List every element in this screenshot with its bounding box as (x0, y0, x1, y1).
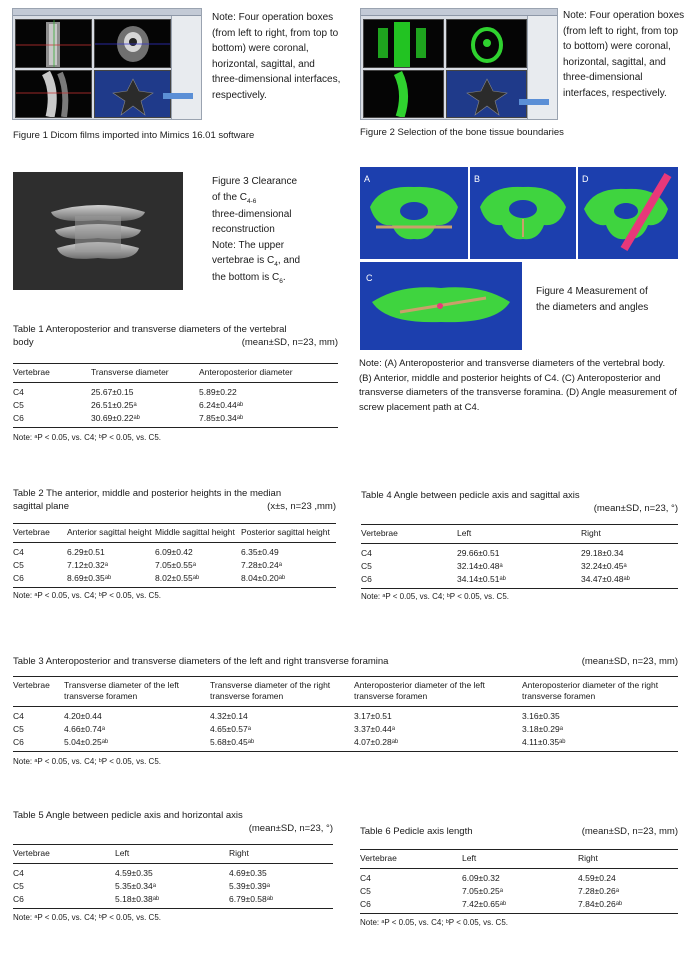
table1 (13, 324, 338, 443)
table-row: C6 7.42±0.65ᵃᵇ 7.84±0.26ᵃᵇ (360, 899, 623, 910)
figure1-sagittal-view (15, 70, 92, 118)
table1-header: Anteroposterior diameter (199, 366, 293, 377)
figure2-coronal-view (363, 19, 444, 68)
figure1-caption: Figure 1 Dicom films imported into Mimics 16.01 software (13, 130, 255, 141)
table5-header: Left (115, 847, 130, 858)
table1-title-line2: body (13, 336, 34, 348)
table6-title: Table 6 Pedicle axis length (360, 826, 473, 837)
table-row: C4 4.20±0.44 4.32±0.14 3.17±0.51 3.16±0.35 (13, 711, 560, 722)
figure3-note-line1: Note: The upper (212, 239, 285, 251)
table-row: C5 32.14±0.48ᵃ 32.24±0.45ᵃ (361, 560, 627, 571)
table2-note: Note: ᵃP < 0.05, vs. C4; ᵇP < 0.05, vs. C5. (13, 591, 161, 600)
table6-header: Right (578, 853, 598, 863)
figure2-horizontal-view (446, 19, 527, 68)
table-row: C6 5.04±0.25ᵃᵇ 5.68±0.45ᵃᵇ 4.07±0.28ᵃᵇ 4.11±0.35ᵃᵇ (13, 737, 566, 748)
table3-header: Transverse diameter of the right transverse foramen (210, 680, 331, 702)
table1-title-line1: Table 1 Anteroposterior and transverse diameters of the vertebral (13, 324, 287, 335)
figure2-sagittal-view (363, 70, 444, 118)
figure3-caption-line3: three-dimensional (212, 208, 292, 220)
table-row: C4 6.29±0.51 6.09±0.42 6.35±0.49 (13, 546, 279, 557)
figure3-caption-line1: Figure 3 Clearance (212, 176, 298, 187)
table4-header: Left (457, 527, 472, 538)
table2-header: Anterior sagittal height (67, 526, 152, 537)
table6-header: Left (462, 853, 477, 863)
figure4-label-a: A (364, 174, 371, 184)
figure4-label-b: B (474, 174, 481, 184)
table3-stat: (mean±SD, n=23, mm) (581, 656, 678, 667)
table2 (13, 488, 336, 601)
figure3-caption (212, 174, 332, 287)
figure3-image (13, 172, 183, 290)
figure2-3d-view (446, 70, 527, 118)
figure3-note-line3: the bottom is $C_6$. (212, 272, 286, 286)
table2-header: Middle sagittal height (155, 526, 235, 537)
table-row: C5 5.35±0.34ᵃ 5.39±0.39ᵃ (13, 880, 270, 891)
table-row: C5 4.66±0.74ᵃ 4.65±0.57ᵃ 3.37±0.44ᵃ 3.18±0.29ᵃ (13, 724, 563, 735)
table-row: C6 8.69±0.35ᵃᵇ 8.02±0.55ᵃᵇ 8.04±0.20ᵃᵇ (13, 572, 286, 583)
table3-note: Note: ᵃP < 0.05, vs. C4; ᵇP < 0.05, vs. C5. (13, 757, 161, 767)
figure1-3d-view (94, 70, 171, 118)
table1-header: Transverse diameter (91, 366, 169, 377)
table5-grid (13, 844, 333, 909)
figure2-caption: Figure 2 Selection of the bone tissue boundaries (360, 127, 564, 138)
table6-grid (360, 849, 678, 914)
figure1-arrow (163, 93, 193, 99)
table2-title-line2: sagittal plane (13, 500, 69, 512)
table4-header: Vertebrae (361, 527, 398, 538)
figure1-side-panel (171, 16, 201, 119)
figure1-image (12, 8, 202, 120)
table6-stat: (mean±SD, n=23, mm) (581, 826, 678, 837)
figure4-panel-d (578, 167, 678, 259)
table2-title-line1: Table 2 The anterior, middle and posterior heights in the median (13, 488, 282, 499)
table3-title: Table 3 Anteroposterior and transverse diameters of the left and right transverse foramina (13, 656, 389, 667)
table2-header: Posterior sagittal height (241, 526, 330, 537)
table-row: C6 5.18±0.38ᵃᵇ 6.79±0.58ᵃᵇ (13, 893, 274, 904)
table-row: C6 30.69±0.22ᵃᵇ 7.85±0.34ᵃᵇ (13, 412, 244, 423)
figure3-caption-line4: reconstruction (212, 224, 275, 236)
figure2-arrow (519, 99, 549, 105)
table-row: C6 34.14±0.51ᵃᵇ 34.47±0.48ᵃᵇ (361, 573, 630, 584)
figure1-toolbar (13, 9, 201, 16)
table5 (13, 810, 333, 923)
figure2-toolbar (361, 9, 557, 16)
table2-header: Vertebrae (13, 526, 50, 537)
figure4-caption-line1: Figure 4 Measurement of (536, 286, 648, 297)
table-row: C4 6.09±0.32 4.59±0.24 (360, 873, 616, 884)
figure4-caption (536, 284, 686, 315)
table-row: C5 26.51±0.25ᵃ 6.24±0.44ᵃᵇ (13, 399, 244, 410)
table4 (361, 490, 678, 602)
table4-header: Right (581, 527, 601, 538)
figure4-note: Note: (A) Anteroposterior and transverse diameters of the vertebral body. (B) Anterior, middle and posterior heights of C4. (C) Anteroposterior and transverse diameters of the transverse foramina. (D) Angle measurement of screw placement path at C4. (359, 358, 677, 414)
table5-header: Right (229, 847, 249, 858)
table1-grid (13, 363, 338, 428)
table-row: C4 29.66±0.51 29.18±0.34 (361, 547, 624, 558)
table3-header: Anteroposterior diameter of the left transverse foramen (354, 680, 485, 702)
table1-header: Vertebrae (13, 366, 50, 377)
table3 (13, 656, 678, 768)
figure4-panel-a (360, 167, 468, 259)
table6-note: Note: ᵃP < 0.05, vs. C4; ᵇP < 0.05, vs. C5. (360, 918, 508, 928)
table1-note: Note: ᵃP < 0.05, vs. C4; ᵇP < 0.05, vs. C5. (13, 433, 161, 442)
figure4-panel-c (360, 262, 522, 350)
table1-stat: (mean±SD, n=23, mm) (241, 336, 338, 348)
table5-stat: (mean±SD, n=23, °) (248, 822, 333, 834)
table2-grid (13, 523, 336, 588)
table3-grid (13, 676, 678, 752)
table2-stat: (x±s, n=23 ,mm) (267, 500, 336, 512)
figure4-label-d: D (582, 174, 589, 184)
table4-stat: (mean±SD, n=23, °) (593, 502, 678, 514)
figure2-note: Note: Four operation boxes (from left to right, from top to bottom) were coronal, horizontal, sagittal, and three-dimensional interfaces, respectively. (563, 10, 685, 99)
table-row: C4 4.59±0.35 4.69±0.35 (13, 867, 267, 878)
table3-header: Transverse diameter of the left transverse foramen (64, 680, 179, 702)
table3-header: Vertebrae (13, 680, 50, 690)
figure3-caption-line2: of the $C_{4-6}$ (212, 191, 257, 205)
table6-header: Vertebrae (360, 853, 397, 863)
figure1-horizontal-view (94, 19, 171, 68)
table4-title-line1: Table 4 Angle between pedicle axis and sagittal axis (361, 490, 580, 501)
table5-title: Table 5 Angle between pedicle axis and horizontal axis (13, 810, 243, 821)
figure4-label-c: C (366, 273, 373, 283)
figure4-caption-line2: the diameters and angles (536, 301, 649, 313)
table4-grid (361, 524, 678, 589)
figure4-panel-b (470, 167, 576, 259)
table5-note: Note: ᵃP < 0.05, vs. C4; ᵇP < 0.05, vs. C5. (13, 912, 161, 922)
figure3-note-line2: vertebrae is $C_4$, and (212, 255, 301, 269)
table6 (360, 826, 678, 929)
table-row: C5 7.05±0.25ᵃ 7.28±0.26ᵃ (360, 886, 619, 897)
table-row: C4 25.67±0.15 5.89±0.22 (13, 386, 237, 397)
figure1-note: Note: Four operation boxes (from left to right, from top to bottom) were coronal, horizontal, sagittal, and three-dimensional interfaces, respectively. (212, 12, 341, 101)
table-row: C5 7.12±0.32ᵃ 7.05±0.55ᵃ 7.28±0.24ᵃ (13, 559, 282, 570)
figure1-coronal-view (15, 19, 92, 68)
table3-header: Anteroposterior diameter of the right transverse foramen (522, 680, 659, 702)
figure2-image (360, 8, 558, 120)
table4-note: Note: ᵃP < 0.05, vs. C4; ᵇP < 0.05, vs. C5. (361, 591, 509, 601)
table5-header: Vertebrae (13, 847, 50, 858)
